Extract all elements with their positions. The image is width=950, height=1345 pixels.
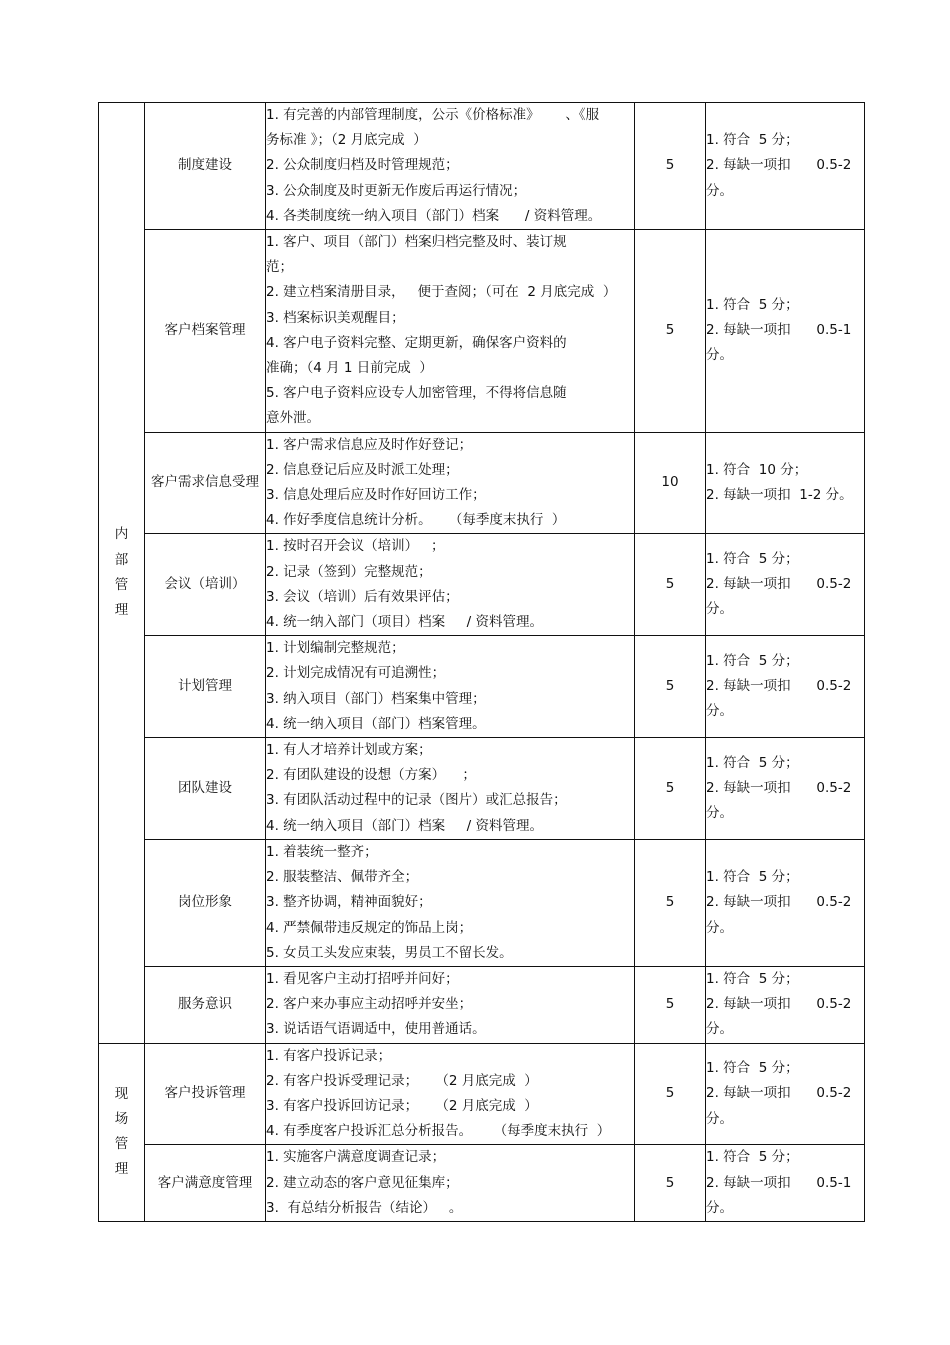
scoring-method-line: 1. 符合 5 分； — [706, 132, 799, 149]
criteria-line: 1. 按时召开会议（培训） ； — [266, 538, 445, 555]
criteria-line: 务标准 》；（2 月底完成 ） — [266, 132, 427, 149]
criteria-line: 4. 有季度客户投诉汇总分析报告。 （每季度末执行 ） — [266, 1123, 611, 1140]
criteria-line: 3. 整齐协调，精神面貌好； — [266, 894, 432, 911]
scoring-method-cell — [706, 432, 865, 534]
criteria-cell — [266, 230, 635, 433]
criteria-line: 4. 统一纳入项目（部门）档案管理。 — [266, 715, 486, 732]
criteria-cell — [266, 839, 635, 966]
scoring-method-line: 分。 — [706, 703, 733, 720]
criteria-cell — [266, 1145, 635, 1222]
item-name-cell: 计划管理 — [145, 636, 266, 738]
scoring-method-line: 1. 符合 10 分； — [706, 461, 808, 478]
scoring-method-line: 2. 每缺一项扣 0.5-2 — [706, 996, 852, 1013]
criteria-cell — [266, 636, 635, 738]
criteria-line: 1. 看见客户主动打招呼并问好； — [266, 970, 459, 987]
scoring-method-line: 1. 符合 5 分； — [706, 652, 799, 669]
scoring-method-line: 1. 符合 5 分； — [706, 970, 799, 987]
criteria-line: 1. 客户、项目（部门）档案归档完整及时、装订规 — [266, 234, 567, 251]
item-name-cell: 客户档案管理 — [145, 230, 266, 433]
criteria-line: 4. 作好季度信息统计分析。 （每季度末执行 ） — [266, 512, 566, 529]
criteria-line: 3. 纳入项目（部门）档案集中管理； — [266, 690, 486, 707]
criteria-line: 2. 有客户投诉受理记录； （2 月底完成 ） — [266, 1072, 538, 1089]
criteria-line: 2. 公众制度归档及时管理规范； — [266, 157, 459, 174]
scoring-method-line: 1. 符合 5 分； — [706, 754, 799, 771]
scoring-method-line: 分。 — [706, 1021, 733, 1038]
criteria-line: 3. 信息处理后应及时作好回访工作； — [266, 487, 486, 504]
scoring-method-line: 2. 每缺一项扣 0.5-1 — [706, 1174, 852, 1191]
criteria-line: 5. 女员工头发应束装，男员工不留长发。 — [266, 944, 513, 961]
score-cell: 5 — [635, 1043, 706, 1145]
category-cell — [99, 1043, 145, 1221]
scoring-method-line: 1. 符合 5 分； — [706, 297, 799, 314]
criteria-line: 1. 实施客户满意度调查记录； — [266, 1149, 446, 1166]
table-row — [99, 103, 865, 230]
scoring-method-cell — [706, 534, 865, 636]
criteria-line: 1. 有客户投诉记录； — [266, 1047, 392, 1064]
item-name-cell: 岗位形象 — [145, 839, 266, 966]
item-name-cell: 客户需求信息受理 — [145, 432, 266, 534]
table-row — [99, 839, 865, 966]
criteria-line: 3. 有客户投诉回访记录； （2 月底完成 ） — [266, 1097, 538, 1114]
criteria-line: 3. 会议（培训）后有效果评估； — [266, 588, 459, 605]
category-label: 内部管理 — [114, 526, 129, 618]
score-cell: 5 — [635, 534, 706, 636]
criteria-line: 4. 统一纳入部门（项目）档案 / 资料管理。 — [266, 614, 543, 631]
criteria-line: 3. 说话语气语调适中，使用普通话。 — [266, 1021, 486, 1038]
assessment-table — [98, 102, 865, 1222]
scoring-method-cell — [706, 1043, 865, 1145]
score-cell: 5 — [635, 738, 706, 840]
scoring-method-line: 分。 — [706, 182, 733, 199]
category-cell — [99, 103, 145, 1044]
criteria-line: 4. 各类制度统一纳入项目（部门）档案 / 资料管理。 — [266, 207, 602, 224]
scoring-method-line: 分。 — [706, 1199, 733, 1216]
criteria-cell — [266, 103, 635, 230]
scoring-method-line: 2. 每缺一项扣 0.5-2 — [706, 894, 852, 911]
scoring-method-line: 分。 — [706, 805, 733, 822]
criteria-line: 4. 严禁佩带违反规定的饰品上岗； — [266, 919, 473, 936]
table-row — [99, 738, 865, 840]
scoring-method-line: 2. 每缺一项扣 0.5-2 — [706, 157, 852, 174]
criteria-line: 2. 记录（签到）完整规范； — [266, 563, 432, 580]
criteria-line: 1. 有人才培养计划或方案； — [266, 742, 432, 759]
score-cell: 5 — [635, 636, 706, 738]
scoring-method-line: 分。 — [706, 1110, 733, 1127]
scoring-method-line: 1. 符合 5 分； — [706, 869, 799, 886]
item-name-cell: 客户投诉管理 — [145, 1043, 266, 1145]
score-cell: 5 — [635, 103, 706, 230]
score-cell: 5 — [635, 966, 706, 1043]
item-name-cell: 制度建设 — [145, 103, 266, 230]
criteria-line: 1. 计划编制完整规范； — [266, 640, 405, 657]
criteria-line: 5. 客户电子资料应设专人加密管理，不得将信息随 — [266, 385, 567, 402]
scoring-method-line: 2. 每缺一项扣 1-2 分。 — [706, 487, 853, 504]
criteria-line: 1. 客户需求信息应及时作好登记； — [266, 436, 473, 453]
criteria-line: 准确；（4 月 1 日前完成 ） — [266, 360, 433, 377]
scoring-method-cell — [706, 966, 865, 1043]
criteria-line: 1. 着装统一整齐； — [266, 843, 378, 860]
scoring-method-line: 2. 每缺一项扣 0.5-2 — [706, 779, 852, 796]
score-cell: 10 — [635, 432, 706, 534]
criteria-line: 3. 公众制度及时更新无作废后再运行情况； — [266, 182, 527, 199]
criteria-cell — [266, 432, 635, 534]
scoring-method-cell — [706, 738, 865, 840]
scoring-method-line: 1. 符合 5 分； — [706, 1060, 799, 1077]
scoring-method-line: 分。 — [706, 601, 733, 618]
item-name-cell: 会议（培训） — [145, 534, 266, 636]
scoring-method-line: 分。 — [706, 347, 733, 364]
table-row — [99, 432, 865, 534]
criteria-line: 4. 统一纳入项目（部门）档案 / 资料管理。 — [266, 817, 543, 834]
criteria-line: 范； — [266, 259, 293, 276]
criteria-line: 2. 计划完成情况有可追溯性； — [266, 665, 446, 682]
scoring-method-cell — [706, 1145, 865, 1222]
criteria-line: 2. 服装整洁、佩带齐全； — [266, 869, 419, 886]
table-row — [99, 1145, 865, 1222]
item-name-cell: 团队建设 — [145, 738, 266, 840]
score-cell: 5 — [635, 839, 706, 966]
criteria-line: 3. 有团队活动过程中的记录（图片）或汇总报告； — [266, 792, 567, 809]
criteria-line: 1. 有完善的内部管理制度，公示《价格标准》 、《服 — [266, 107, 600, 123]
scoring-method-line: 分。 — [706, 919, 733, 936]
item-name-cell: 服务意识 — [145, 966, 266, 1043]
scoring-method-line: 2. 每缺一项扣 0.5-1 — [706, 322, 852, 339]
criteria-line: 2. 客户来办事应主动招呼并安坐； — [266, 996, 473, 1013]
criteria-cell — [266, 534, 635, 636]
criteria-cell — [266, 1043, 635, 1145]
table-row — [99, 534, 865, 636]
score-cell: 5 — [635, 1145, 706, 1222]
criteria-cell — [266, 966, 635, 1043]
criteria-line: 4. 客户电子资料完整、定期更新，确保客户资料的 — [266, 334, 567, 351]
table-row — [99, 636, 865, 738]
score-cell: 5 — [635, 230, 706, 433]
scoring-method-line: 2. 每缺一项扣 0.5-2 — [706, 576, 852, 593]
assessment-table-body — [99, 103, 865, 1222]
table-row — [99, 1043, 865, 1145]
criteria-cell — [266, 738, 635, 840]
criteria-line: 2. 信息登记后应及时派工处理； — [266, 461, 459, 478]
item-name-cell: 客户满意度管理 — [145, 1145, 266, 1222]
scoring-method-line: 2. 每缺一项扣 0.5-2 — [706, 678, 852, 695]
category-label: 现场管理 — [114, 1085, 129, 1178]
scoring-method-line: 1. 符合 5 分； — [706, 1149, 799, 1166]
criteria-line: 3. 档案标识美观醒目； — [266, 309, 405, 326]
criteria-line: 3. 有总结分析报告（结论） 。 — [266, 1199, 463, 1216]
criteria-line: 2. 建立档案清册目录， 便于查阅；（可在 2 月底完成 ） — [266, 284, 617, 301]
table-row — [99, 230, 865, 433]
scoring-method-cell — [706, 839, 865, 966]
criteria-line: 2. 建立动态的客户意见征集库； — [266, 1174, 459, 1191]
scoring-method-cell — [706, 103, 865, 230]
scoring-method-cell — [706, 636, 865, 738]
criteria-line: 2. 有团队建设的设想（方案） ； — [266, 767, 476, 784]
scoring-method-line: 1. 符合 5 分； — [706, 551, 799, 568]
criteria-line: 意外泄。 — [266, 410, 320, 427]
scoring-method-line: 2. 每缺一项扣 0.5-2 — [706, 1085, 852, 1102]
scoring-method-cell — [706, 230, 865, 433]
table-row — [99, 966, 865, 1043]
